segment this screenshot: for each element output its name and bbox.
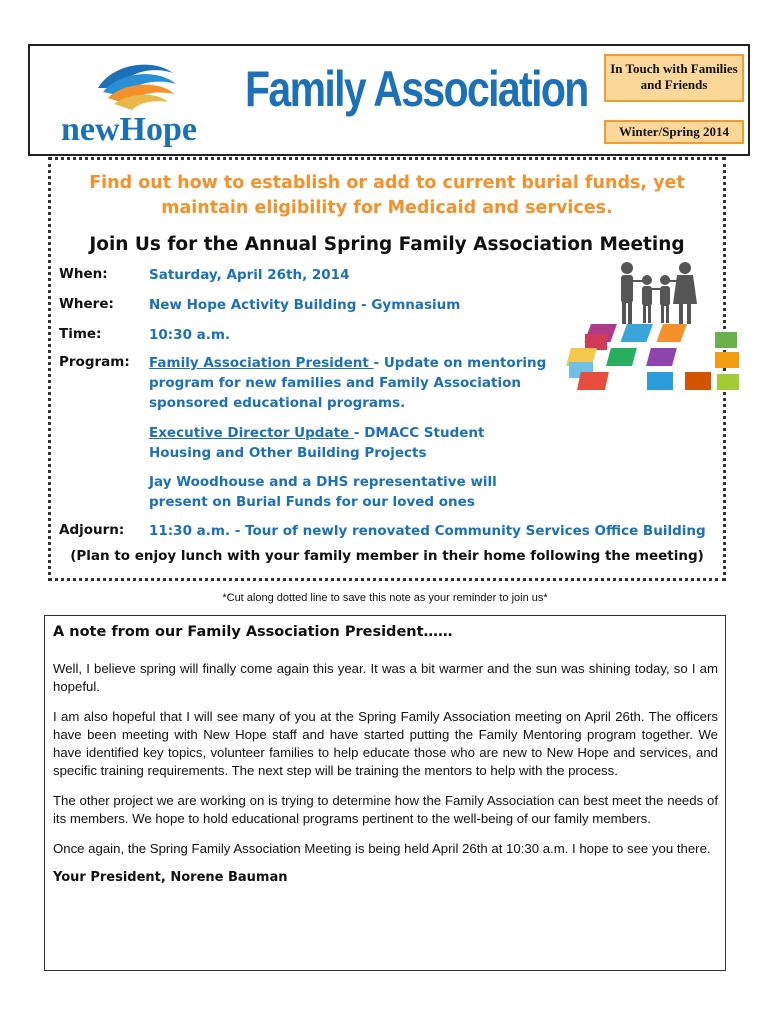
when-label: When: xyxy=(59,266,108,282)
logo-swirl-icon xyxy=(98,65,176,110)
cut-instruction: *Cut along dotted line to save this note as your reminder to join us* xyxy=(222,592,548,604)
where-value: New Hope Activity Building - Gymnasium xyxy=(149,297,461,313)
program-item-1-link[interactable]: Family Association President xyxy=(149,355,374,371)
note-paragraph: I am also hopeful that I will see many of you at the Spring Family Association meeting on April 26th. The officers have been meeting with New Hope staff and have started putting the Family Mentoring program together. We have identified key topics, volunteer families to help educate those who are new to New Hope and services, and specific training requirements. The next step will be training the mentors to help with the process. xyxy=(53,709,718,778)
note-paragraph: Well, I believe spring will finally come again this year. It was a bit warmer and the sun was shining today, so I am hopeful. xyxy=(53,661,718,694)
when-value: Saturday, April 26th, 2014 xyxy=(149,267,350,283)
adjourn-value: 11:30 a.m. - Tour of newly renovated Community Services Office Building xyxy=(149,523,706,539)
program-label: Program: xyxy=(59,354,130,370)
newsletter-header xyxy=(28,44,750,156)
logo-wordmark: newHope xyxy=(61,111,197,148)
program-item-2 xyxy=(149,423,549,463)
time-label: Time: xyxy=(59,326,102,342)
where-label: Where: xyxy=(59,296,114,312)
note-signature: Your President, Norene Bauman xyxy=(53,870,288,885)
family-puzzle-image xyxy=(565,258,745,398)
program-item-3: Jay Woodhouse and a DHS representative will present on Burial Funds for our loved ones xyxy=(149,474,497,510)
time-value: 10:30 a.m. xyxy=(149,327,231,343)
new-hope-logo xyxy=(58,58,218,148)
meeting-title: Join Us for the Annual Spring Family Association Meeting xyxy=(89,234,685,255)
program-item-1 xyxy=(149,353,549,413)
program-item-2-link[interactable]: Executive Director Update xyxy=(149,425,354,441)
program-item-2-text: - DMACC Student Housing and Other Building Projects xyxy=(149,425,485,461)
tagline-box: In Touch with Families and Friends xyxy=(604,54,744,102)
burial-funds-headline: Find out how to establish or add to current burial funds, yet maintain eligibility for Medicaid and services. xyxy=(89,173,685,218)
newsletter-title: Family Association xyxy=(245,61,588,117)
family-silhouette-icon xyxy=(621,262,697,324)
edition-box: Winter/Spring 2014 xyxy=(604,120,744,144)
adjourn-label: Adjourn: xyxy=(59,522,125,538)
note-paragraph: The other project we are working on is trying to determine how the Family Association can best meet the needs of its members. We hope to hold educational programs pertinent to the well-being of our family members. xyxy=(53,793,718,826)
note-paragraph: Once again, the Spring Family Association Meeting is being held April 26th at 10:30 a.m. I hope to see you there. xyxy=(53,841,711,856)
program-item-1-text: - Update on mentoring program for new families and Family Association sponsored educational programs. xyxy=(149,355,547,411)
meeting-cutout xyxy=(48,157,726,581)
lunch-note: (Plan to enjoy lunch with your family member in their home following the meeting) xyxy=(70,548,704,564)
note-title: A note from our Family Association President…… xyxy=(53,624,453,640)
puzzle-pieces-icon xyxy=(566,324,739,390)
president-note xyxy=(44,615,726,971)
